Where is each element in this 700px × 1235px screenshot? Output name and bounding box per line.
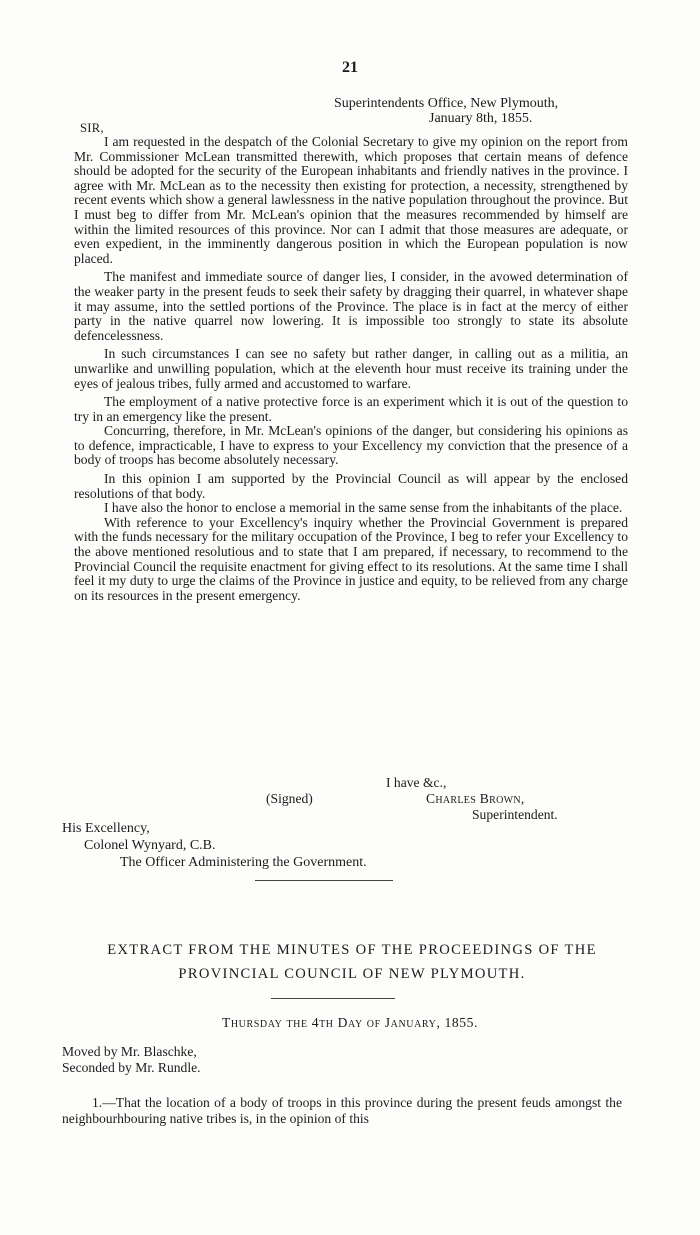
signer-name: Charles Brown, (426, 791, 525, 806)
resolution-1: 1.—That the location of a body of troops in this province during the present feuds amongst the neighbourhbouring native tribes is, in the opinion of this (62, 1095, 622, 1126)
signed-mark: (Signed) (266, 791, 313, 806)
letter-paragraph-5: Concurring, therefore, in Mr. McLean's opinions of the danger, but considering his opinions as to defence, impracticable, I have to express to your Excellency my conviction that the presence of a body of troops has become absolutely necessary. (74, 423, 628, 468)
seconded-by: Seconded by Mr. Rundle. (62, 1060, 201, 1075)
addressee-line-1: His Excellency, (62, 821, 150, 836)
meeting-date: Thursday the 4th Day of January, 1855. (221, 1015, 479, 1030)
page-number: 21 (342, 59, 358, 76)
addressee-line-2: Colonel Wynyard, C.B. (84, 838, 216, 853)
letter-paragraph-2: The manifest and immediate source of danger lies, I consider, in the avowed determination of the weaker party in the present feuds to seek their safety by dragging their quarrel, in whatever shape it may assume, into the settled portions of the Province. The place is in fact at the mercy of either party in the native quarrel now lowering. It is impossible too strongly to state its absolute defencelessness. (74, 269, 628, 343)
signer-title: Superintendent. (472, 807, 558, 822)
letter-salutation: SIR, (80, 121, 104, 135)
letter-paragraph-6: In this opinion I am supported by the Provincial Council as will appear by the enclosed resolutions of that body. (74, 471, 628, 501)
letter-paragraph-4: The employment of a native protective force is an experiment which it is out of the question to try in an emergency like the present. (74, 394, 628, 424)
dateline-date: January 8th, 1855. (429, 111, 533, 126)
letter-body (74, 135, 628, 603)
letter-paragraph-7: I have also the honor to enclose a memorial in the same sense from the inhabitants of the place. (104, 500, 623, 516)
extract-title-line-1: EXTRACT FROM THE MINUTES OF THE PROCEEDINGS OF THE (107, 942, 597, 958)
section-divider (255, 880, 393, 881)
letter-addressee (62, 820, 367, 871)
extract-title (62, 938, 642, 986)
letter-paragraph-3: In such circumstances I can see no safety but rather danger, in calling out as a militia, an unwarlike and unwilling population, which at the eleventh hour must receive its training under the eyes of jealous tribes, fully armed and accustomed to warfare. (74, 346, 628, 391)
letter-paragraph-1: I am requested in the despatch of the Colonial Secretary to give my opinion on the report from Mr. Commissioner McLean transmitted therewith, which proposes that certain means of defence should be adopted for the security of the European inhabitants and friendly natives in the province. I agree with Mr. McLean as to the necessity then existing for protection, a necessity, strengthened by recent events which show a general lawlessness in the native population throughout the province. But I must beg to differ from Mr. McLean's opinion that the measures recommended by himself are within the limited resources of this province. Nor can I admit that those measures are adequate, or even expedient, in the imminently dangerous position in which the European population is now placed. (74, 134, 628, 266)
addressee-line-3: The Officer Administering the Government. (120, 855, 367, 870)
letter-paragraph-8: With reference to your Excellency's inquiry whether the Provincial Government is prepared with the funds necessary for the military occupation of the Province, I beg to refer your Excellency to the above mentioned resolutious and to state that I am prepared, if necessary, to recommend to the Provincial Council the requisite enactment for giving effect to its resolutions. At the same time I shall feel it my duty to urge the claims of the Province in justice and equity, to be relieved from any charge on its resources in the present emergency. (74, 514, 628, 603)
moved-by: Moved by Mr. Blaschke, (62, 1044, 197, 1059)
title-divider (271, 998, 395, 999)
dateline-place: Superintendents Office, New Plymouth, (334, 96, 559, 111)
motion-movers (62, 1044, 201, 1076)
extract-title-line-2: PROVINCIAL COUNCIL OF NEW PLYMOUTH. (178, 966, 526, 982)
letter-dateline (334, 97, 634, 126)
closing-phrase: I have &c., (386, 775, 447, 790)
